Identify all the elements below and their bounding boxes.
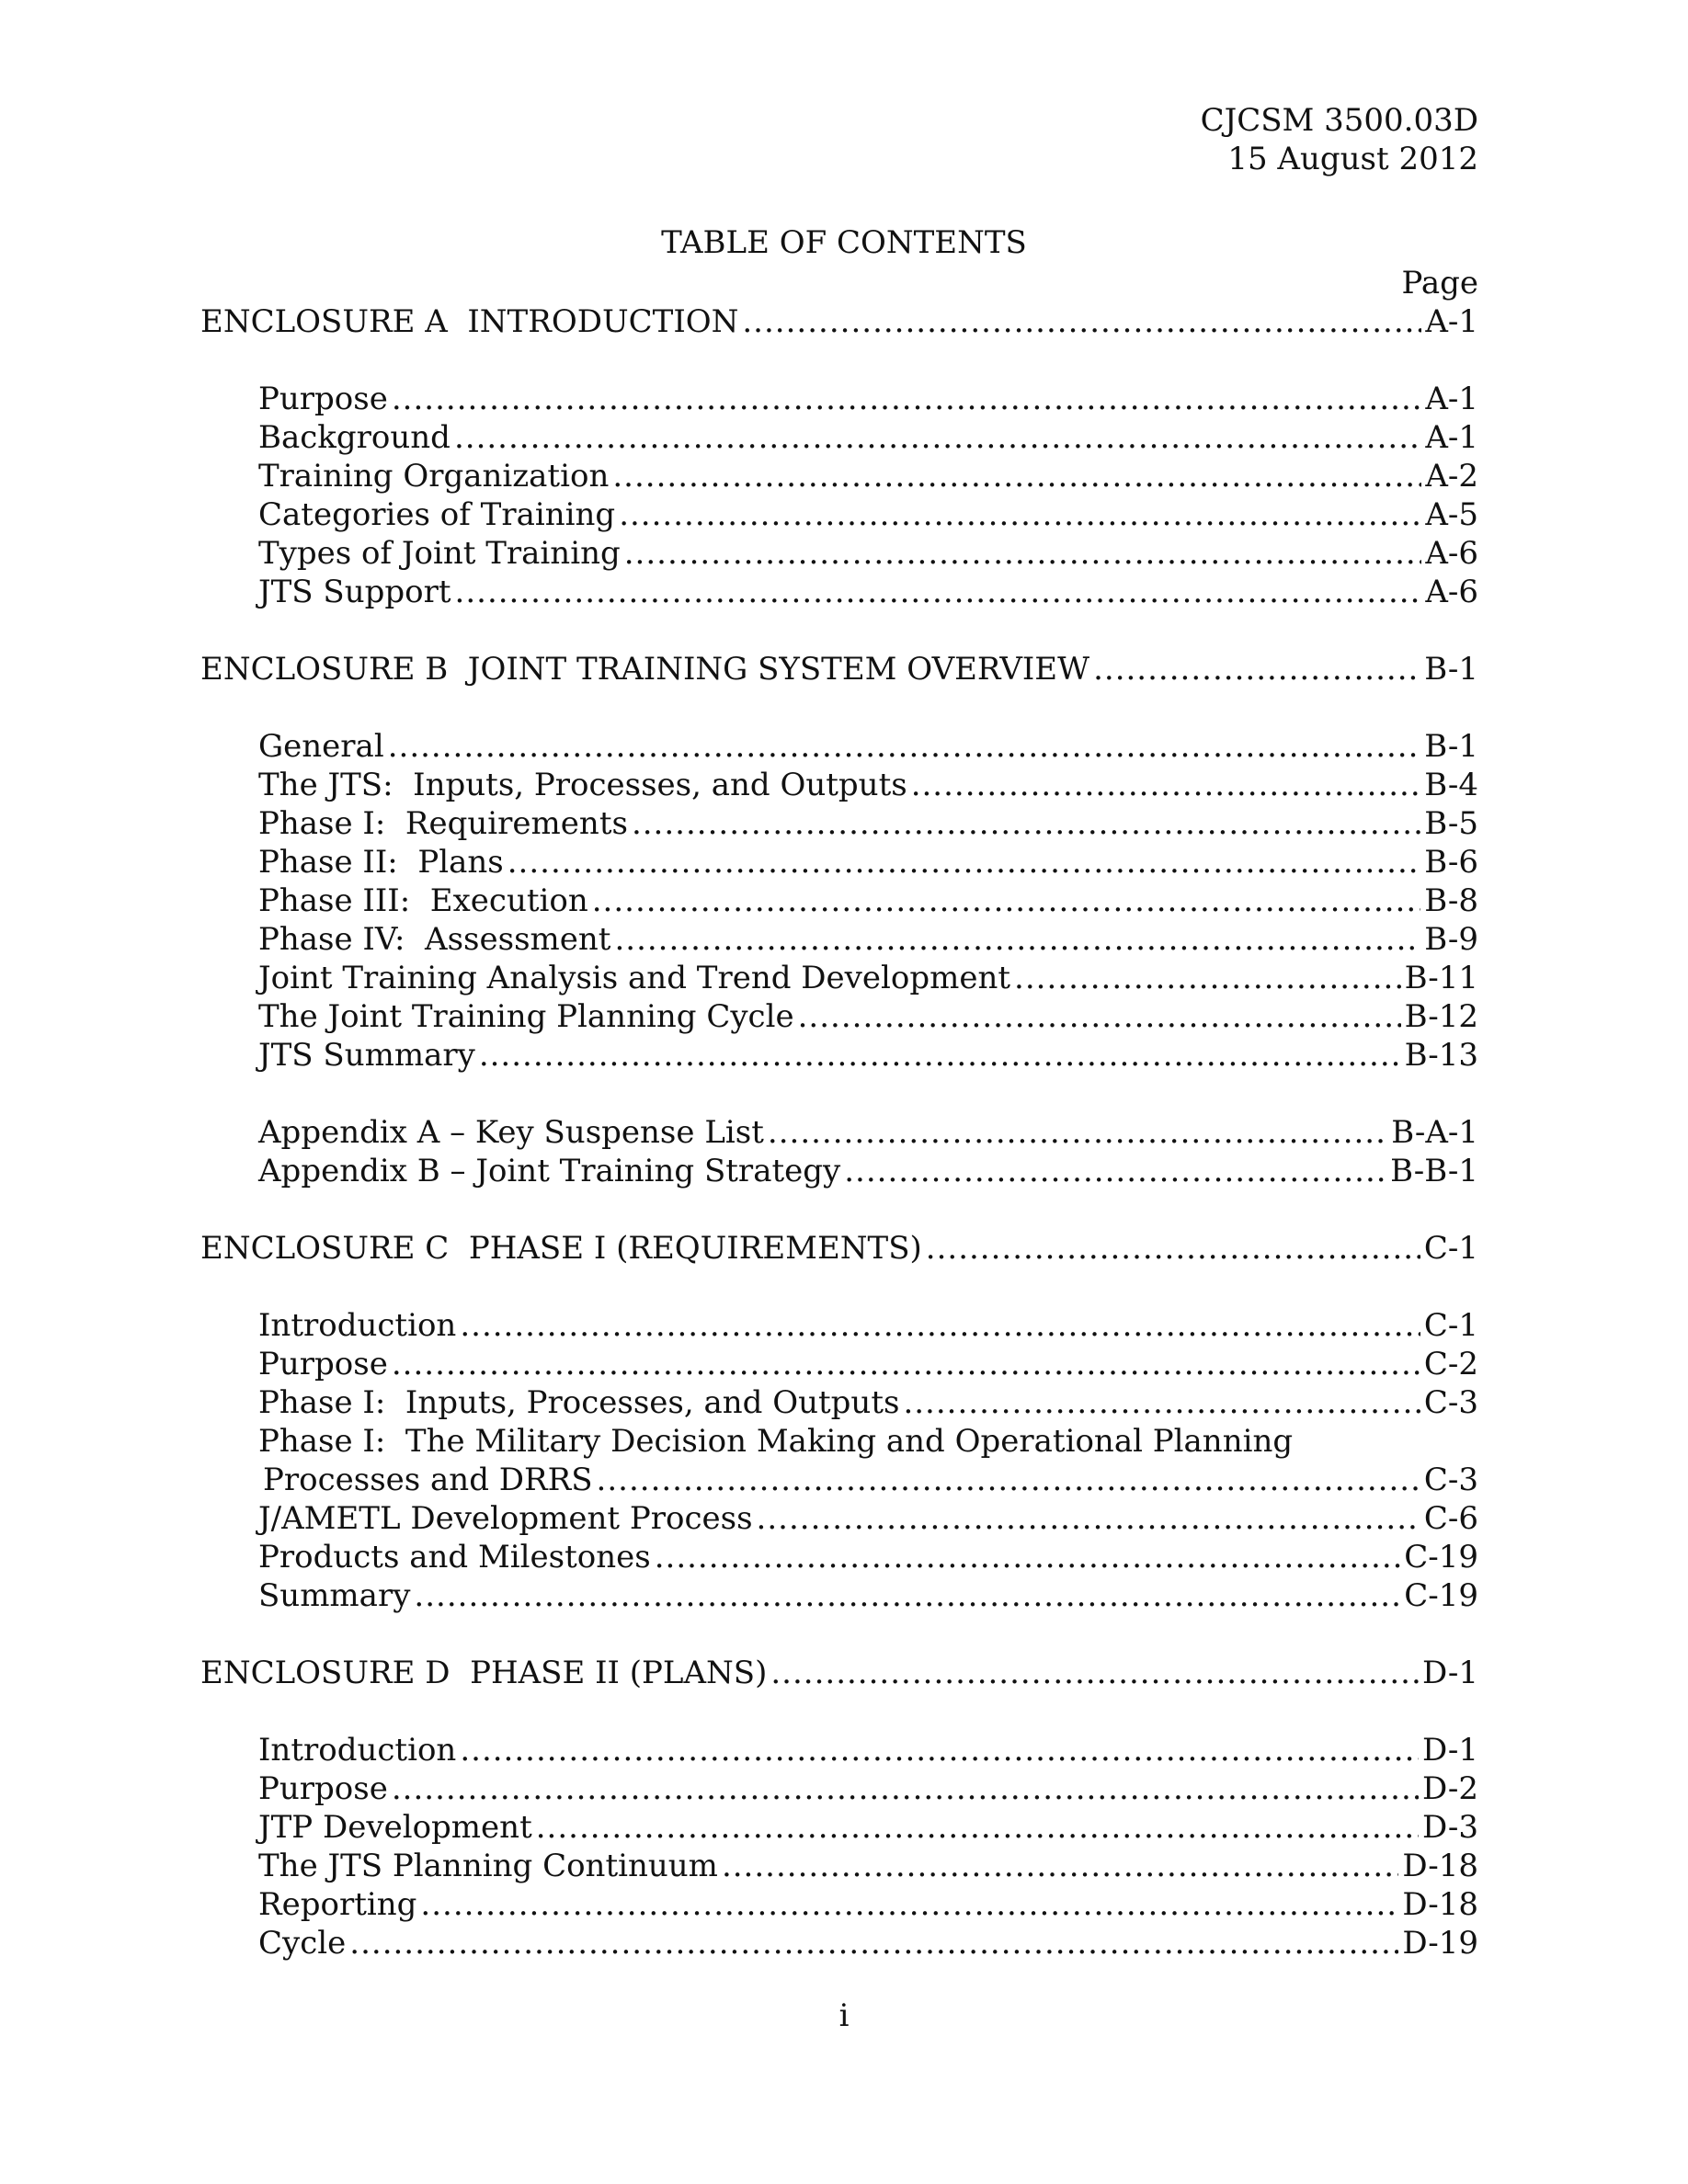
toc-entry-page: D-18	[1402, 1886, 1478, 1923]
dot-leader	[597, 1461, 1420, 1499]
toc-appendix[interactable]	[200, 1113, 1478, 1152]
dot-leader	[592, 882, 1421, 920]
toc-entry-label: Joint Training Analysis and Trend Development	[258, 960, 1011, 996]
toc-entry-label: Phase II: Plans	[258, 844, 504, 881]
toc-item[interactable]	[200, 1731, 1478, 1769]
toc-item[interactable]	[200, 457, 1478, 495]
toc-entry-label: JTS Summary	[258, 1037, 475, 1074]
toc-entry-page: A-6	[1425, 574, 1478, 610]
toc-entry-page: C-19	[1404, 1539, 1478, 1575]
dot-leader	[632, 804, 1420, 843]
toc-item[interactable]	[200, 920, 1478, 959]
toc-entry-label: Summary	[258, 1577, 411, 1614]
spacer	[200, 1268, 1478, 1306]
toc-entry-label: JTP Development	[258, 1809, 532, 1846]
toc-item[interactable]	[200, 1847, 1478, 1885]
toc-item[interactable]	[200, 573, 1478, 611]
document-date: 15 August 2012	[1227, 141, 1478, 177]
toc-entry-label: Categories of Training	[258, 496, 616, 533]
toc-entry-label: Phase I: Inputs, Processes, and Outputs	[258, 1384, 900, 1421]
dot-leader	[508, 843, 1421, 882]
toc-item[interactable]	[200, 380, 1478, 418]
toc-entry-page: D-2	[1421, 1770, 1478, 1807]
toc-entry-page: D-18	[1402, 1848, 1478, 1884]
toc-entry-page: A-6	[1425, 535, 1478, 572]
toc-entry-page: B-12	[1404, 998, 1478, 1035]
toc-entry-label: Background	[258, 419, 451, 456]
toc-item[interactable]	[200, 1383, 1478, 1422]
spacer	[200, 1075, 1478, 1113]
toc-entry-page: C-1	[1423, 1307, 1478, 1344]
document-id: CJCSM 3500.03D	[1200, 102, 1478, 139]
document-header	[1201, 101, 1478, 178]
toc-enclosure-c[interactable]	[200, 1229, 1478, 1268]
toc-entry-label: ENCLOSURE D PHASE II (PLANS)	[200, 1655, 768, 1691]
spacer	[200, 688, 1478, 727]
dot-leader	[1093, 650, 1420, 688]
toc-entry-page: B-8	[1424, 882, 1478, 919]
toc-entry-page: A-5	[1425, 496, 1478, 533]
toc-item[interactable]	[200, 418, 1478, 457]
dot-leader	[798, 997, 1401, 1036]
toc-appendix[interactable]	[200, 1152, 1478, 1190]
toc-entry-label: ENCLOSURE C PHASE I (REQUIREMENTS)	[200, 1230, 922, 1267]
toc-item[interactable]	[200, 1036, 1478, 1075]
toc-item[interactable]	[200, 1538, 1478, 1576]
toc-entry-page: D-19	[1402, 1925, 1478, 1962]
toc-item[interactable]	[200, 959, 1478, 997]
toc-entry-label: Cycle	[258, 1925, 347, 1962]
dot-leader	[536, 1808, 1419, 1847]
toc-item[interactable]	[200, 1306, 1478, 1345]
toc-item-wrapped[interactable]	[200, 1422, 1478, 1461]
spacer	[200, 1615, 1478, 1654]
spacer	[200, 1692, 1478, 1731]
toc-item[interactable]	[200, 766, 1478, 804]
toc-entry-page: A-1	[1425, 303, 1478, 340]
toc-entry-label: Training Organization	[258, 458, 610, 495]
toc-entry-label: The JTS: Inputs, Processes, and Outputs	[258, 767, 907, 803]
dot-leader	[614, 920, 1420, 959]
toc-item-continuation[interactable]	[200, 1461, 1478, 1499]
spacer	[200, 611, 1478, 650]
toc-entry-label: Phase I: The Military Decision Making and Operational Planning	[258, 1423, 1294, 1460]
dot-leader	[903, 1383, 1420, 1422]
toc-entry-label: J/AMETL Development Process	[258, 1500, 753, 1537]
dot-leader	[414, 1576, 1400, 1615]
dot-leader	[392, 380, 1421, 418]
toc-entry-label: Phase IV: Assessment	[258, 921, 611, 958]
toc-entry-page: A-2	[1425, 458, 1478, 495]
toc-entry-label: Reporting	[258, 1886, 417, 1923]
toc-title: TABLE OF CONTENTS	[661, 224, 1027, 261]
toc-entry-label: Purpose	[258, 1346, 388, 1382]
toc-entry-page: A-1	[1425, 381, 1478, 417]
dot-leader	[454, 418, 1421, 457]
toc-entry-page: C-19	[1404, 1577, 1478, 1614]
dot-leader	[926, 1229, 1420, 1268]
toc-entry-label: ENCLOSURE B JOINT TRAINING SYSTEM OVERVIEW	[200, 651, 1090, 688]
toc-item[interactable]	[200, 534, 1478, 573]
dot-leader	[911, 766, 1421, 804]
toc-entry-page: C-3	[1423, 1462, 1478, 1498]
toc-entry-label: Purpose	[258, 381, 388, 417]
dot-leader	[392, 1345, 1420, 1383]
toc-entry-label: Purpose	[258, 1770, 388, 1807]
toc-enclosure-b[interactable]	[200, 650, 1478, 688]
toc-entry-label: JTS Support	[258, 574, 451, 610]
dot-leader	[388, 727, 1421, 766]
toc-item[interactable]	[200, 1885, 1478, 1924]
dot-leader	[624, 534, 1422, 573]
toc-entry-label: Types of Joint Training	[258, 535, 621, 572]
toc-entry-label: Products and Milestones	[258, 1539, 651, 1575]
page-number: i	[838, 1997, 850, 2034]
toc-entry-page: B-1	[1424, 651, 1478, 688]
toc-entry-label-continuation: Processes and DRRS	[263, 1462, 593, 1498]
toc-entry-page: B-11	[1404, 960, 1478, 996]
toc-entry-label: Phase III: Execution	[258, 882, 588, 919]
dot-leader	[479, 1036, 1401, 1075]
dot-leader	[1014, 959, 1401, 997]
dot-leader	[770, 1654, 1419, 1692]
toc-entry-page: B-5	[1424, 805, 1478, 842]
toc-entry-page: B-13	[1404, 1037, 1478, 1074]
toc-entry-page: C-2	[1423, 1346, 1478, 1382]
dot-leader	[612, 457, 1421, 495]
toc-entry-label: The JTS Planning Continuum	[258, 1848, 718, 1884]
toc-entry-page: C-3	[1423, 1384, 1478, 1421]
toc-item[interactable]	[200, 1576, 1478, 1615]
toc-entry-page: B-9	[1424, 921, 1478, 958]
toc-entry-label: The Joint Training Planning Cycle	[258, 998, 794, 1035]
toc-item[interactable]	[200, 1769, 1478, 1808]
toc-entry-page: B-A-1	[1391, 1114, 1478, 1151]
toc-entry-label: General	[258, 728, 384, 765]
toc-item[interactable]	[200, 1924, 1478, 1962]
toc-enclosure-d[interactable]	[200, 1654, 1478, 1692]
dot-leader	[722, 1847, 1398, 1885]
toc-item[interactable]	[200, 997, 1478, 1036]
toc-entry-page: D-3	[1421, 1809, 1478, 1846]
toc-entry-label: Phase I: Requirements	[258, 805, 628, 842]
toc-entry-page: A-1	[1425, 419, 1478, 456]
toc-entry-label: Appendix B – Joint Training Strategy	[258, 1153, 841, 1189]
dot-leader	[392, 1769, 1419, 1808]
table-of-contents	[200, 302, 1478, 1962]
dot-leader	[655, 1538, 1401, 1576]
toc-entry-page: B-1	[1424, 728, 1478, 765]
toc-entry-page: B-B-1	[1390, 1153, 1478, 1189]
dot-leader	[619, 495, 1421, 534]
toc-entry-page: B-6	[1424, 844, 1478, 881]
dot-leader	[420, 1885, 1398, 1924]
dot-leader	[768, 1113, 1387, 1152]
toc-entry-page: D-1	[1421, 1655, 1478, 1691]
toc-item[interactable]	[200, 495, 1478, 534]
dot-leader	[455, 573, 1422, 611]
toc-item[interactable]	[200, 1345, 1478, 1383]
dot-leader	[844, 1152, 1386, 1190]
toc-entry-label: ENCLOSURE A INTRODUCTION	[200, 303, 739, 340]
dot-leader	[460, 1731, 1419, 1769]
toc-entry-page: D-1	[1421, 1732, 1478, 1769]
toc-entry-label: Appendix A – Key Suspense List	[258, 1114, 764, 1151]
dot-leader	[460, 1306, 1420, 1345]
toc-item[interactable]	[200, 1499, 1478, 1538]
dot-leader	[349, 1924, 1398, 1962]
toc-item[interactable]	[200, 727, 1478, 766]
spacer	[200, 341, 1478, 380]
dot-leader	[742, 302, 1421, 341]
toc-entry-page: C-1	[1423, 1230, 1478, 1267]
toc-entry-page: C-6	[1423, 1500, 1478, 1537]
toc-item[interactable]	[200, 1808, 1478, 1847]
toc-enclosure-a[interactable]	[200, 302, 1478, 341]
toc-item[interactable]	[200, 804, 1478, 843]
page-column-label: Page	[1401, 265, 1478, 301]
toc-entry-page: B-4	[1424, 767, 1478, 803]
toc-item[interactable]	[200, 843, 1478, 882]
dot-leader	[757, 1499, 1420, 1538]
toc-entry-label: Introduction	[258, 1732, 457, 1769]
toc-item[interactable]	[200, 882, 1478, 920]
spacer	[200, 1190, 1478, 1229]
toc-entry-label: Introduction	[258, 1307, 457, 1344]
